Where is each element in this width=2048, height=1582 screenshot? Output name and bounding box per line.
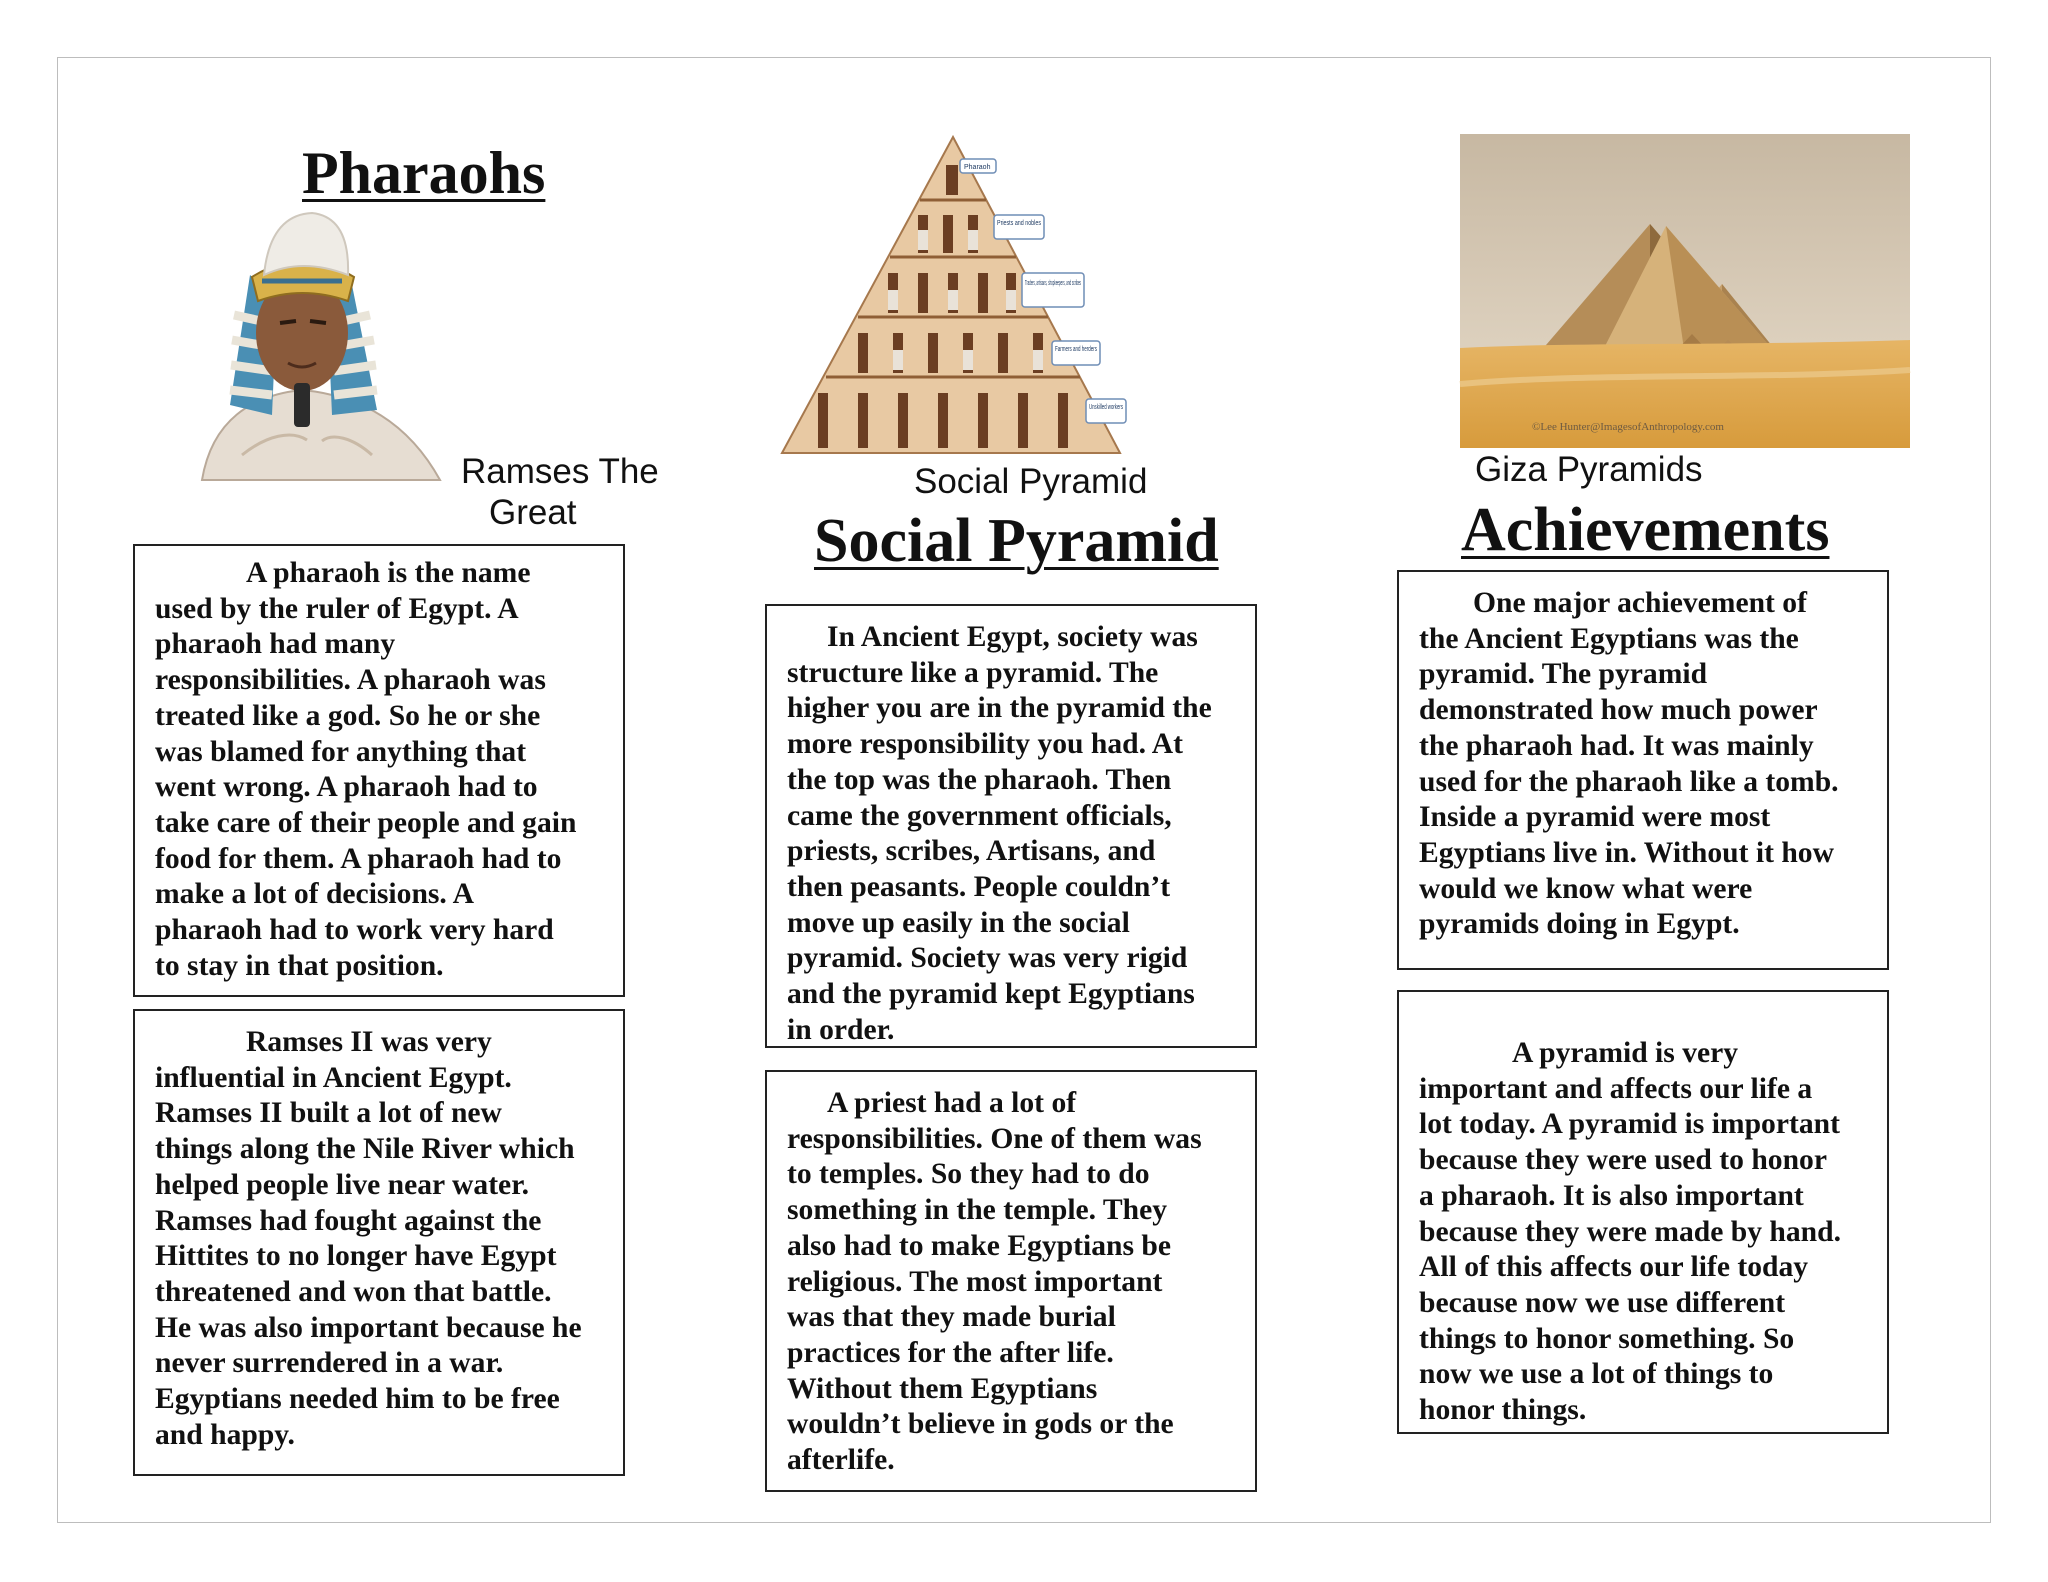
pharaoh-box1-line: was blamed for anything that — [155, 735, 527, 768]
achievements-box1-line: used for the pharaoh like a tomb. — [1419, 765, 1839, 798]
social-box1-line: move up easily in the social — [787, 906, 1130, 939]
pharaoh-box2-line: Ramses had fought against the — [155, 1204, 542, 1237]
pharaoh-box2-line: and happy. — [155, 1418, 295, 1451]
achievements-text-box-2 — [1397, 990, 1889, 1434]
achievements-box1-line: the pharaoh had. It was mainly — [1419, 729, 1814, 762]
pharaoh-image-caption-line2: Great — [489, 493, 577, 532]
pharaoh-box2-line: threatened and won that battle. — [155, 1275, 552, 1308]
achievements-box1-line: Egyptians live in. Without it how — [1419, 836, 1834, 869]
social-box1-line: pyramid. Society was very rigid — [787, 942, 1188, 975]
pharaoh-box1-line: food for them. A pharaoh had to — [155, 842, 562, 875]
pharaoh-box2-line: Hittites to no longer have Egypt — [155, 1240, 557, 1273]
social-pyramid-heading: Social Pyramid — [814, 507, 1219, 575]
pharaoh-box1-line: A pharaoh is the name — [246, 557, 531, 589]
pharaoh-box1-line: take care of their people and gain — [155, 806, 577, 839]
pharaoh-box2-line: He was also important because he — [155, 1311, 582, 1344]
achievements-box2-line: now we use a lot of things to — [1419, 1358, 1774, 1391]
achievements-box1-line: would we know what were — [1419, 872, 1753, 905]
pharaoh-box1-line: to stay in that position. — [155, 949, 444, 982]
pharaoh-box1-line: make a lot of decisions. A — [155, 878, 474, 911]
achievements-text-box-1 — [1397, 570, 1889, 970]
achievements-box2-line: honor things. — [1419, 1394, 1587, 1427]
pyramid-label: Farmers and herders — [1055, 346, 1098, 353]
pharaoh-box2-line: never surrendered in a war. — [155, 1347, 504, 1380]
social-box1-line: and the pyramid kept Egyptians — [787, 978, 1195, 1011]
pharaoh-box1-line: treated like a god. So he or she — [155, 699, 541, 732]
pyramid-label: Priests and nobles — [997, 220, 1042, 227]
pharaoh-box1-line: pharaoh had many — [155, 628, 396, 661]
pyramid-label: Traders, artisans, shopkeepers, and scribes — [1025, 280, 1082, 287]
pharaoh-portrait-image — [172, 205, 452, 485]
social-box2-line: practices for the after life. — [787, 1336, 1114, 1369]
social-box2-line: afterlife. — [787, 1444, 895, 1477]
pharaoh-box2-line: influential in Ancient Egypt. — [155, 1061, 512, 1094]
pharaoh-image-caption-line1: Ramses The — [461, 452, 659, 491]
social-box1-line: then peasants. People couldn’t — [787, 870, 1171, 903]
giza-pyramids-image — [1460, 134, 1910, 448]
pyramid-label: Pharaoh — [964, 164, 991, 171]
social-box2-line: Without them Egyptians — [787, 1372, 1098, 1405]
pharaohs-heading: Pharaohs — [302, 140, 546, 206]
achievements-box1-line: One major achievement of — [1473, 587, 1807, 619]
social-box2-line: also had to make Egyptians be — [787, 1229, 1171, 1262]
achievements-heading: Achievements — [1461, 496, 1830, 564]
achievements-box2-line: lot today. A pyramid is important — [1419, 1108, 1840, 1141]
social-box2-line: religious. The most important — [787, 1265, 1163, 1298]
achievements-box2-line: because they were used to honor — [1419, 1144, 1827, 1177]
social-box1-line: in order. — [787, 1013, 895, 1046]
social-box1-line: In Ancient Egypt, society was — [827, 621, 1198, 653]
social-pyramid-image — [778, 135, 1128, 455]
pharaoh-box2-line: things along the Nile River which — [155, 1133, 575, 1166]
pharaoh-box1-line: pharaoh had to work very hard — [155, 914, 554, 947]
achievements-box2-line: a pharaoh. It is also important — [1419, 1179, 1804, 1212]
pharaoh-text-box-2 — [133, 1009, 625, 1476]
pharaoh-box1-line: responsibilities. A pharaoh was — [155, 664, 546, 697]
achievements-box2-line: A pyramid is very — [1512, 1037, 1739, 1069]
social-box2-line: was that they made burial — [787, 1301, 1116, 1334]
social-box2-line: to temples. So they had to do — [787, 1158, 1150, 1191]
social-box1-line: came the government officials, — [787, 799, 1172, 832]
achievements-box2-line: important and affects our life a — [1419, 1072, 1813, 1105]
pharaoh-box1-line: went wrong. A pharaoh had to — [155, 771, 538, 804]
social-box2-line: responsibilities. One of them was — [787, 1122, 1202, 1155]
achievements-box2-line: because they were made by hand. — [1419, 1215, 1841, 1248]
giza-image-watermark: ©Lee Hunter@ImagesofAnthropology.com — [1532, 421, 1724, 433]
social-text-box-1 — [765, 604, 1257, 1048]
social-box2-line: something in the temple. They — [787, 1194, 1168, 1227]
social-box1-line: more responsibility you had. At — [787, 728, 1184, 761]
pharaoh-box2-line: helped people live near water. — [155, 1168, 530, 1201]
social-box1-line: priests, scribes, Artisans, and — [787, 835, 1156, 868]
social-box2-line: wouldn’t believe in gods or the — [787, 1408, 1174, 1441]
social-text-box-2 — [765, 1070, 1257, 1492]
achievements-box1-line: demonstrated how much power — [1419, 694, 1818, 727]
social-box2-line: A priest had a lot of — [827, 1087, 1077, 1119]
pharaoh-box1-line: used by the ruler of Egypt. A — [155, 592, 519, 625]
achievements-box1-line: Inside a pyramid were most — [1419, 801, 1771, 834]
achievements-box2-line: All of this affects our life today — [1419, 1251, 1809, 1284]
pharaoh-text-box-1 — [133, 544, 625, 997]
pharaoh-box2-line: Ramses II built a lot of new — [155, 1097, 502, 1130]
social-box1-line: higher you are in the pyramid the — [787, 692, 1212, 725]
giza-image-caption: Giza Pyramids — [1475, 450, 1703, 489]
achievements-box1-line: pyramid. The pyramid — [1419, 658, 1708, 691]
social-box1-line: the top was the pharaoh. Then — [787, 763, 1172, 796]
achievements-box2-line: because now we use different — [1419, 1286, 1786, 1319]
social-box1-line: structure like a pyramid. The — [787, 656, 1159, 689]
achievements-box2-line: things to honor something. So — [1419, 1322, 1795, 1355]
achievements-box1-line: the Ancient Egyptians was the — [1419, 622, 1799, 655]
pharaoh-box2-line: Egyptians needed him to be free — [155, 1383, 560, 1416]
pyramid-label: Unskilled workers — [1089, 404, 1124, 411]
achievements-box1-line: pyramids doing in Egypt. — [1419, 908, 1740, 941]
pharaoh-box2-line: Ramses II was very — [246, 1026, 492, 1058]
social-pyramid-image-caption: Social Pyramid — [914, 462, 1148, 501]
